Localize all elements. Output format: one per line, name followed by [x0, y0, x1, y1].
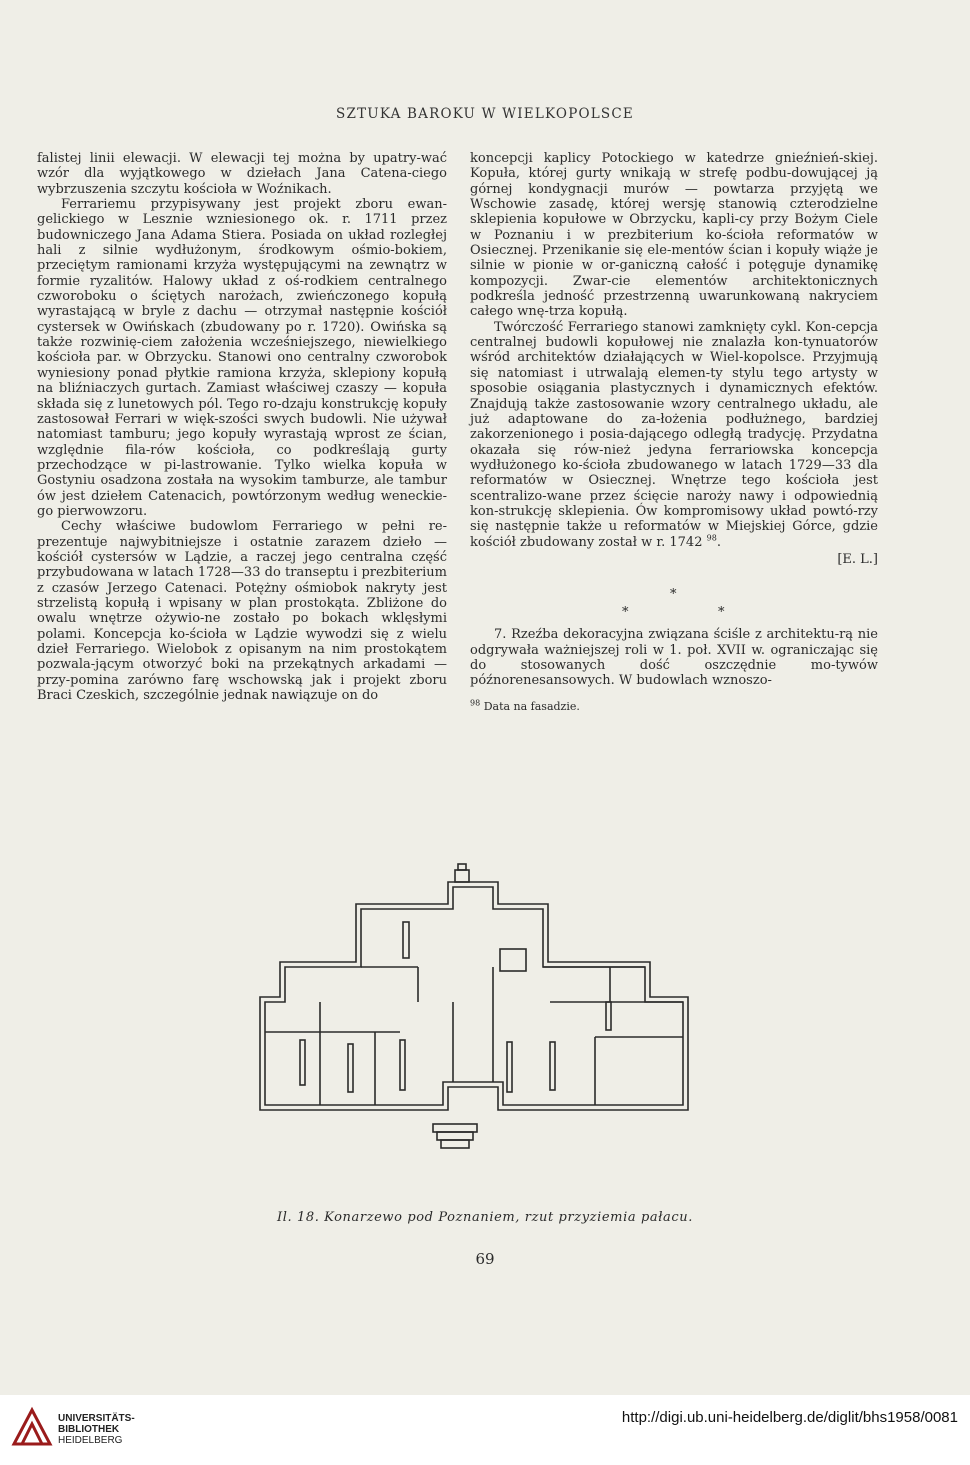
figure-caption: Il. 18. Konarzewo pod Poznaniem, rzut przyziemia pałacu. — [277, 1210, 693, 1225]
right-paragraph-3: 7. Rzeźba dekoracyjna związana ściśle z architektu-rą nie odgrywała ważniejszej roli w 1. poł. XVII w. ograniczając się do stosowanych dość oszczędnie mo-tywów późnorenesansowych. W budowlach wznoszo- — [470, 627, 878, 689]
floor-plan-figure — [250, 862, 700, 1172]
left-paragraph-1: falistej linii elewacji. W elewacji tej można by upatry-wać wzór dla wyjątkowego w dziełach Jana Catena-ciego wybrzuszenia szczytu kościoła w Woźnikach. — [37, 151, 447, 197]
plan-front-step-2 — [458, 864, 466, 870]
separator-star-top: * — [670, 587, 677, 603]
right-paragraph-2-text: Twórczość Ferrariego stanowi zamknięty cykl. Kon-cepcja centralnej budowli kopułowej nie znalazła kon-tynuatorów wśród architektów działających w Wiel-kopolsce. Przyjmują się natomiast i utrwalają elemen-ty stylu tego artysty w sposobie osiągania plastycznych i dynamicznych efektów. Znajdują także zastosowanie wzory centralnego układu, ale już adaptowane do za-łożenia podłużnego, bardziej zakorzenionego i posia-dającego odległą tradycję. Przydatna okazała się rów-nież jedyna ferrariowska koncepcja wydłużonego ko-ścioła zbudowanego w latach 1729—33 dla reformatów w Osiecznej. Wnętrze tego kościoła jest scentralizo-wane przez ścięcie naroży nawy i odpowiednią kon-strukcję sklepienia. Ów kompromisowy układ powtó-rzy się następnie także u reformatów w Miejskiej Górce, gdzie kościół zbudowany został w r. 1742 — [470, 319, 878, 550]
library-logo-icon — [10, 1404, 54, 1448]
footnote — [470, 699, 878, 714]
plan-pillar-4 — [400, 1040, 405, 1090]
footnote-text: Data na fasadzie. — [483, 699, 580, 713]
library-line-3: HEIDELBERG — [58, 1435, 123, 1446]
left-column — [37, 151, 447, 703]
plan-pillar-7 — [606, 1002, 611, 1030]
plan-outer-wall-inner — [265, 887, 683, 1105]
footnote-number: 98 — [470, 698, 481, 707]
plan-stair — [500, 949, 526, 971]
plan-outer-wall — [260, 882, 688, 1110]
floor-plan-drawing — [250, 862, 700, 1172]
plan-pillar-6 — [550, 1042, 555, 1090]
right-paragraph-1: koncepcji kaplicy Potockiego w katedrze gnieźnień-skiej. Kopuła, której gurty wnikają w strefę podbu-dowującej ją górnej kondygnacji murów — powtarza przyjętą we Wschowie zasadę, której wersję stanowią czterodzielne sklepienia kopułowe w Obrzycku, kapli-cy przy Bożym Ciele w Poznaniu i w prezbiterium ko-ścioła reformatów w Osiecznej. Przenikanie się ele-mentów ścian i kopuły wiąże je silnie w pionie w or-ganiczną całość i potęguje dynamikę kompozycji. Zwar-cie elementów architektonicznych podkreśla jedność przestrzenną uwarunkowaną nakryciem całego wnę-trza kopułą. — [470, 151, 878, 320]
page-number: 69 — [475, 1250, 495, 1268]
plan-rear-step-1 — [433, 1124, 477, 1132]
plan-pillar-2 — [300, 1040, 305, 1085]
footnote-ref: 98 — [706, 533, 717, 543]
plan-front-step-1 — [455, 870, 469, 882]
right-paragraph-2: Twórczość Ferrariego stanowi zamknięty cykl. Kon-cepcja centralnej budowli kopułowej nie znalazła kon-tynuatorów wśród architektów działających w Wiel-kopolsce. Przyjmują się natomiast i utrwalają elemen-ty stylu tego artysty w sposobie osiągania plastycznych i dynamicznych efektów. Znajdują także zastosowanie wzory centralnego układu, ale już adaptowane do za-łożenia podłużnego, bardziej zakorzenionego i posia-dającego odległą tradycję. Przydatna okazała się rów-nież jedyna ferrariowska koncepcja wydłużonego ko-ścioła zbudowanego w latach 1729—33 dla reformatów w Osiecznej. Wnętrze tego kościoła jest scentralizo-wane przez ścięcie naroży nawy i odpowiednią kon-strukcję sklepienia. Ów kompromisowy układ powtó-rzy się następnie także u reformatów w Miejskiej Górce, gdzie kościół zbudowany został w r. 1742 $^{98}$. — [470, 319, 878, 550]
plan-rear-step-2 — [437, 1132, 473, 1140]
separator-star-left: * — [622, 605, 629, 621]
library-name — [58, 1413, 135, 1446]
left-paragraph-2: Ferrariemu przypisywany jest projekt zboru ewan-gelickiego w Lesznie wzniesionego ok. r. 1711 przez budowniczego Jana Adama Stiera. Posiada on układ rozległej hali z silnie wydłużonym, środkowym ośmio-bokiem, przeciętym ramionami krzyża występującymi na zewnątrz w formie ryzalitów. Halowy układ z oś-rodkiem centralnego czworoboku o ściętych narożach, zwieńczonego kopułą wyrastającą w bryle z dachu — otrzymał następnie kościół cystersek w Owińskach (zbudowany po r. 1720). Owińska są także rozwinię-ciem założenia wcześniejszego, niewielkiego kościoła par. w Obrzycku. Stanowi ono centralny czworobok wyniesiony ponad płytkie ramiona krzyża, sklepiony kopułą na bliźniaczych gurtach. Zamiast właściwej czaszy — kopuła składa się z lunetowych pól. Tego ro-dzaju konstrukcję kopuły zastosował Ferrari w więk-szości swych budowli. Nie używał natomiast tamburu; jego kopuły wyrastają wprost ze ścian, względnie fila-rów kościoła, co podkreślają gurty przechodzące w pi-lastrowanie. Tylko wielka kopuła w Gostyniu osadzona została na wysokim tamburze, ale tambur ów jest dziełem Catenacich, powtórzonym według weneckie-go pierwowzoru. — [37, 197, 447, 519]
separator-star-right: * — [718, 605, 725, 621]
library-line-1: UNIVERSITÄTS- — [58, 1413, 135, 1424]
plan-pillar-1 — [403, 922, 409, 958]
plan-pillar-3 — [348, 1044, 353, 1092]
author-signature: [E. L.] — [837, 551, 878, 567]
footer-bar — [0, 1395, 970, 1465]
running-head: SZTUKA BAROKU W WIELKOPOLSCE — [336, 106, 634, 122]
section-separator — [470, 575, 878, 627]
plan-pillar-5 — [507, 1042, 512, 1092]
plan-partition-1 — [361, 967, 418, 1002]
left-paragraph-3: Cechy właściwe budowlom Ferrariego w pełni re-prezentuje najwybitniejsze i ostatnie zarazem dzieło — kościół cystersów w Lądzie, a raczej jego centralna część przybudowana w latach 1728—33 do transeptu i prezbiterium z czasów Jerzego Catenaci. Potężny ośmiobok nakryty jest strzelistą kopułą i wpisany w plan prostokąta. Zbliżone do owalu wnętrze ożywio-ne zostało po bokach wklęsłymi polami. Koncepcja ko-ścioła w Lądzie wywodzi się z wielu dzieł Ferrariego. Wielobok z opisanym na nim prostokątem pozwala-jącym otworzyć boki na przekątnych arkadami — przy-pomina zarówno farę wschowską jak i projekt zboru Braci Czeskich, szczególnie jednak nawiązuje on do — [37, 519, 447, 704]
plan-rear-step-3 — [441, 1140, 469, 1148]
library-line-2: BIBLIOTHEK — [58, 1424, 120, 1435]
right-column — [470, 151, 878, 714]
source-url-link[interactable]: http://digi.ub.uni-heidelberg.de/diglit/bhs1958/0081 — [621, 1409, 958, 1426]
